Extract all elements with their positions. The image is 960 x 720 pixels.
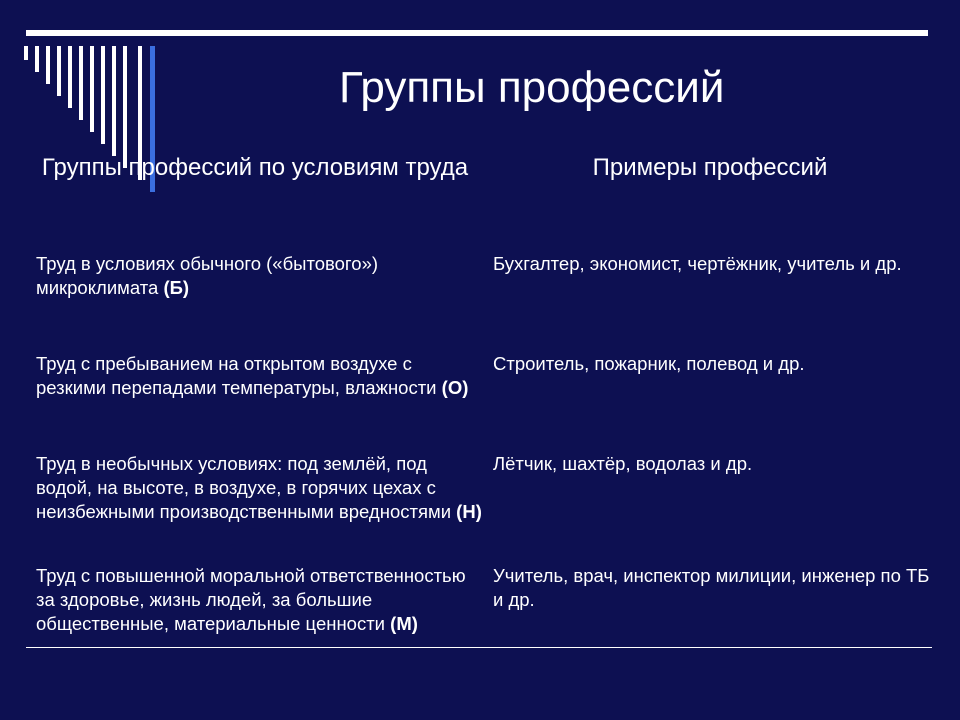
column-header-groups: Группы профессий по условиям труда [41, 154, 469, 181]
row-3-condition [36, 452, 486, 524]
row-3-examples: Лётчик, шахтёр, водолаз и др. [493, 453, 753, 474]
row-4-examples: Учитель, врач, инспектор милиции, инженер по ТБ и др. [493, 565, 930, 610]
row-1-examples: Бухгалтер, экономист, чертёжник, учитель и др. [493, 253, 902, 274]
row-2-examples: Строитель, пожарник, полевод и др. [493, 353, 805, 374]
row-1-condition [36, 252, 486, 300]
row-3-condition-text: Труд в необычных условиях: под землёй, под водой, на высоте, в воздухе, в горячих цехах с неизбежными производственными вредностями [36, 453, 452, 522]
bottom-divider-line [26, 647, 932, 648]
slide-title: Группы профессий [339, 63, 725, 112]
row-3-code: (Н) [456, 501, 482, 522]
row-2-condition-text: Труд с пребыванием на открытом воздухе с резкими перепадами температуры, влажности [36, 353, 437, 398]
row-2-code: (О) [441, 377, 469, 398]
row-1-condition-text: Труд в условиях обычного («бытового») микроклимата [36, 253, 379, 298]
row-4-condition [36, 564, 486, 636]
row-4-condition-text: Труд с повышенной моральной ответственностью за здоровье, жизнь людей, за большие общественные, материальные ценности [36, 565, 466, 634]
column-header-examples: Примеры профессий [592, 154, 828, 181]
top-divider-line [26, 30, 928, 36]
row-4-code: (М) [390, 613, 418, 634]
row-2-condition [36, 352, 486, 400]
row-1-code: (Б) [163, 277, 190, 298]
